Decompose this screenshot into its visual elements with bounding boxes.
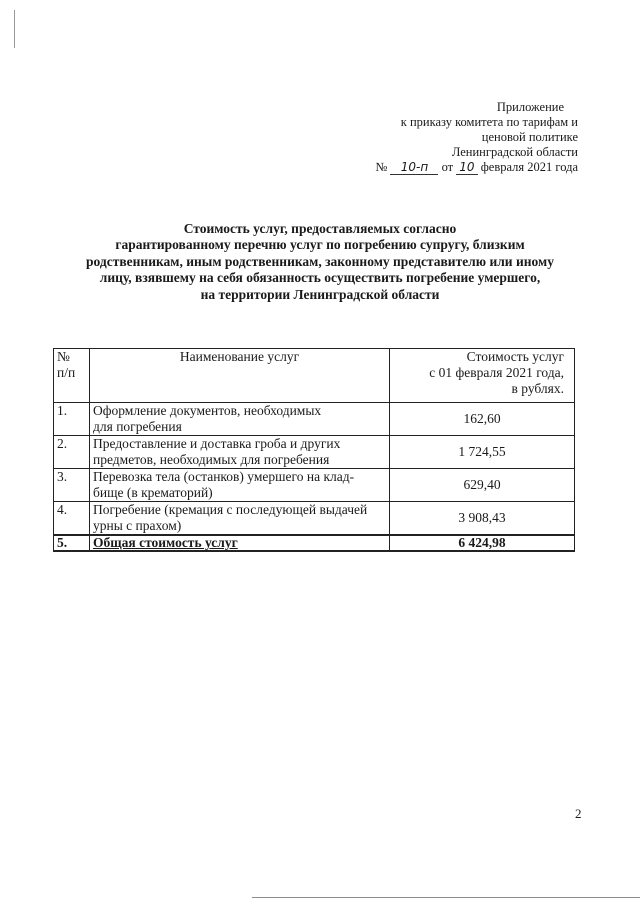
order-number-line	[318, 160, 578, 175]
number-sign: №	[375, 160, 388, 174]
table-row	[54, 436, 575, 469]
row-cost: 3 908,43	[390, 502, 575, 536]
service-name-line: Оформление документов, необходимых	[93, 403, 322, 418]
header-cost-line: с 01 февраля 2021 года,	[429, 365, 564, 380]
title-line: лицу, взявшему на себя обязанность осуществить погребение умершего,	[99, 270, 541, 286]
service-name-line: Предоставление и доставка гроба и других	[93, 436, 341, 451]
header-cost-line: Стоимость услуг	[466, 349, 564, 364]
title-line: гарантированному перечню услуг по погребению супругу, близким	[115, 237, 525, 253]
service-name-line: для погребения	[93, 419, 182, 434]
row-service	[90, 403, 390, 436]
header-cost	[390, 349, 575, 403]
table-row	[54, 502, 575, 536]
table-row	[54, 469, 575, 502]
total-number: 5.	[54, 535, 90, 551]
service-name-line: Перевозка тела (останков) умершего на клад-	[93, 469, 355, 484]
total-label	[90, 535, 390, 551]
row-number: 3.	[54, 469, 90, 502]
appendix-order-ref: к приказу комитета по тарифам и	[400, 115, 578, 129]
appendix-heading: Приложение	[496, 100, 564, 114]
header-service-name: Наименование услуг	[90, 349, 390, 403]
table-row	[54, 403, 575, 436]
order-day: 10	[456, 161, 477, 175]
row-service	[90, 502, 390, 536]
document-title	[40, 221, 600, 303]
order-number: 10-п	[390, 161, 438, 175]
service-name-line: бище (в крематорий)	[93, 485, 213, 500]
row-cost: 162,60	[390, 403, 575, 436]
header-number-sign: №	[57, 349, 70, 364]
service-name-line: предметов, необходимых для погребения	[93, 452, 330, 467]
page-number: 2	[575, 806, 582, 821]
appendix-block	[318, 100, 578, 175]
header-cost-line: в рублях.	[511, 381, 564, 396]
service-name-line: урны с прахом)	[93, 518, 182, 533]
table-total-row	[54, 535, 575, 551]
order-date: февраля 2021 года	[480, 160, 578, 174]
scan-edge-mark	[252, 897, 640, 898]
total-cost: 6 424,98	[390, 535, 575, 551]
appendix-committee: ценовой политике	[481, 130, 578, 144]
row-cost: 1 724,55	[390, 436, 575, 469]
row-cost: 629,40	[390, 469, 575, 502]
services-cost-table	[53, 348, 575, 552]
title-line: Стоимость услуг, предоставляемых согласно	[183, 221, 457, 236]
scan-edge-mark	[14, 10, 15, 48]
title-line: на территории Ленинградской области	[200, 286, 440, 302]
total-label-text: Общая стоимость услуг	[93, 535, 238, 550]
row-number: 2.	[54, 436, 90, 469]
from-word: от	[441, 160, 454, 174]
header-number-abbr: п/п	[57, 365, 76, 380]
row-service	[90, 436, 390, 469]
row-service	[90, 469, 390, 502]
row-number: 1.	[54, 403, 90, 436]
title-line: родственникам, иным родственникам, законному представителю или иному	[86, 253, 554, 269]
header-number	[54, 349, 90, 403]
appendix-region: Ленинградской области	[451, 145, 578, 159]
row-number: 4.	[54, 502, 90, 536]
service-name-line: Погребение (кремация с последующей выдачей	[93, 502, 368, 517]
table-header-row	[54, 349, 575, 403]
